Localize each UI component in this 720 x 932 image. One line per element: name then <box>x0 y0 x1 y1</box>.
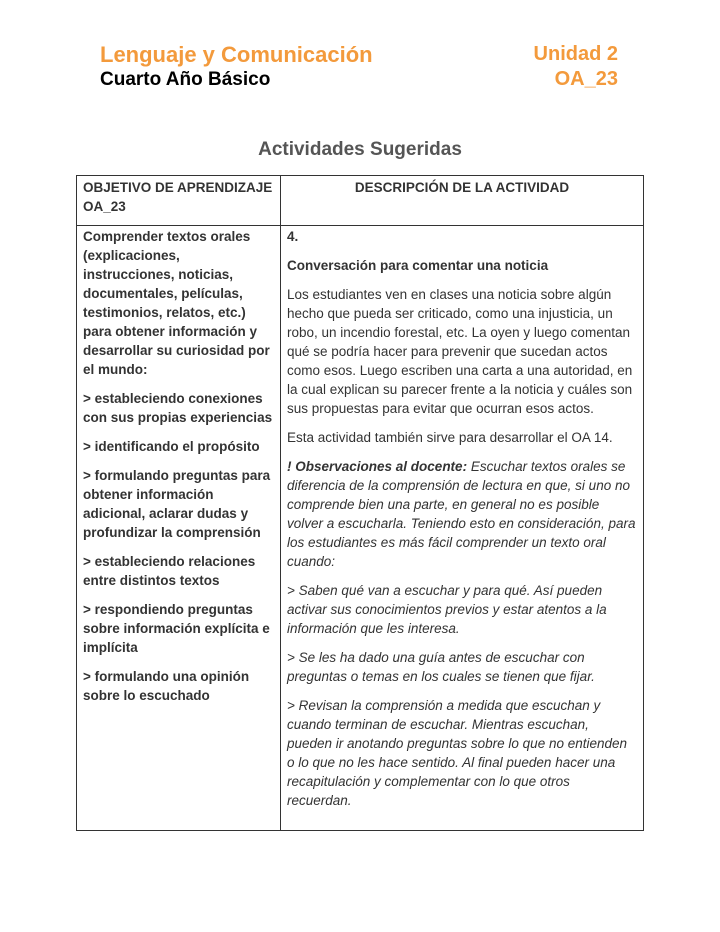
teacher-observations <box>287 457 637 571</box>
activity-number: 4. <box>287 229 299 244</box>
observations-text: Escuchar textos orales se diferencia de la comprensión de lectura en que, si uno no comprende bien una parte, en general no es posible volver a escucharla. Teniendo esto en consideración, para los estudiantes es más fácil comprender un texto oral cuando: <box>287 459 636 569</box>
objective-item: > respondiendo preguntas sobre información explícita e implícita <box>83 602 270 655</box>
objective-item: > estableciendo conexiones con sus propias experiencias <box>83 391 273 425</box>
document-header-left <box>100 42 373 92</box>
objective-header: OBJETIVO DE APRENDIZAJE OA_23 <box>77 176 281 226</box>
activity-description: Los estudiantes ven en clases una noticia sobre algún hecho que pueda ser criticado, como una injusticia, un robo, un incendio forestal, etc. La oyen y luego comentan qué se podría hacer para prevenir que sucedan actos como esos. Luego escriben una carta a una autoridad, en la cual explican su parecer frente a la noticia y cuáles son sus propuestas para evitar que ocurran esos actos. <box>287 287 633 416</box>
oa-label: OA_23 <box>554 68 618 90</box>
objective-cell <box>77 226 281 831</box>
table-header-row <box>77 176 644 226</box>
description-header: DESCRIPCIÓN DE LA ACTIVIDAD <box>281 176 644 226</box>
grade-level: Cuarto Año Básico <box>100 69 271 90</box>
observation-tip: > Saben qué van a escuchar y para qué. Así pueden activar sus conocimientos previos y estar atentos a la información que les interesa. <box>287 583 607 636</box>
objective-item: > identificando el propósito <box>83 439 260 454</box>
table-row <box>77 226 644 831</box>
section-title: Actividades Sugeridas <box>258 139 462 160</box>
observation-tip: > Revisan la comprensión a medida que escuchan y cuando terminan de escuchar. Mientras escuchan, pueden ir anotando preguntas sobre lo que no entienden o lo que no les hace sentido. Al final pueden hacer una recapitulación y complementar con lo que otros recuerdan. <box>287 698 628 808</box>
related-oa-note: Esta actividad también sirve para desarrollar el OA 14. <box>287 430 613 445</box>
objective-item: > formulando preguntas para obtener información adicional, aclarar dudas y profundizar la comprensión <box>83 468 271 540</box>
observations-label: ! Observaciones al docente: <box>287 459 468 474</box>
objective-main: Comprender textos orales (explicaciones, instrucciones, noticias, documentales, películas, testimonios, relatos, etc.) para obtener información y desarrollar su curiosidad por el mundo: <box>83 229 270 377</box>
objective-item: > estableciendo relaciones entre distintos textos <box>83 554 256 588</box>
document-header-right <box>534 42 618 92</box>
observation-tip: > Se les ha dado una guía antes de escuchar con preguntas o temas en los cuales se tienen que fijar. <box>287 650 595 684</box>
activities-table <box>76 175 644 831</box>
activity-title: Conversación para comentar una noticia <box>287 258 549 273</box>
subject-title: Lenguaje y Comunicación <box>100 42 373 67</box>
unit-label: Unidad 2 <box>533 43 618 65</box>
activity-cell <box>281 226 644 831</box>
objective-item: > formulando una opinión sobre lo escuchado <box>83 669 250 703</box>
